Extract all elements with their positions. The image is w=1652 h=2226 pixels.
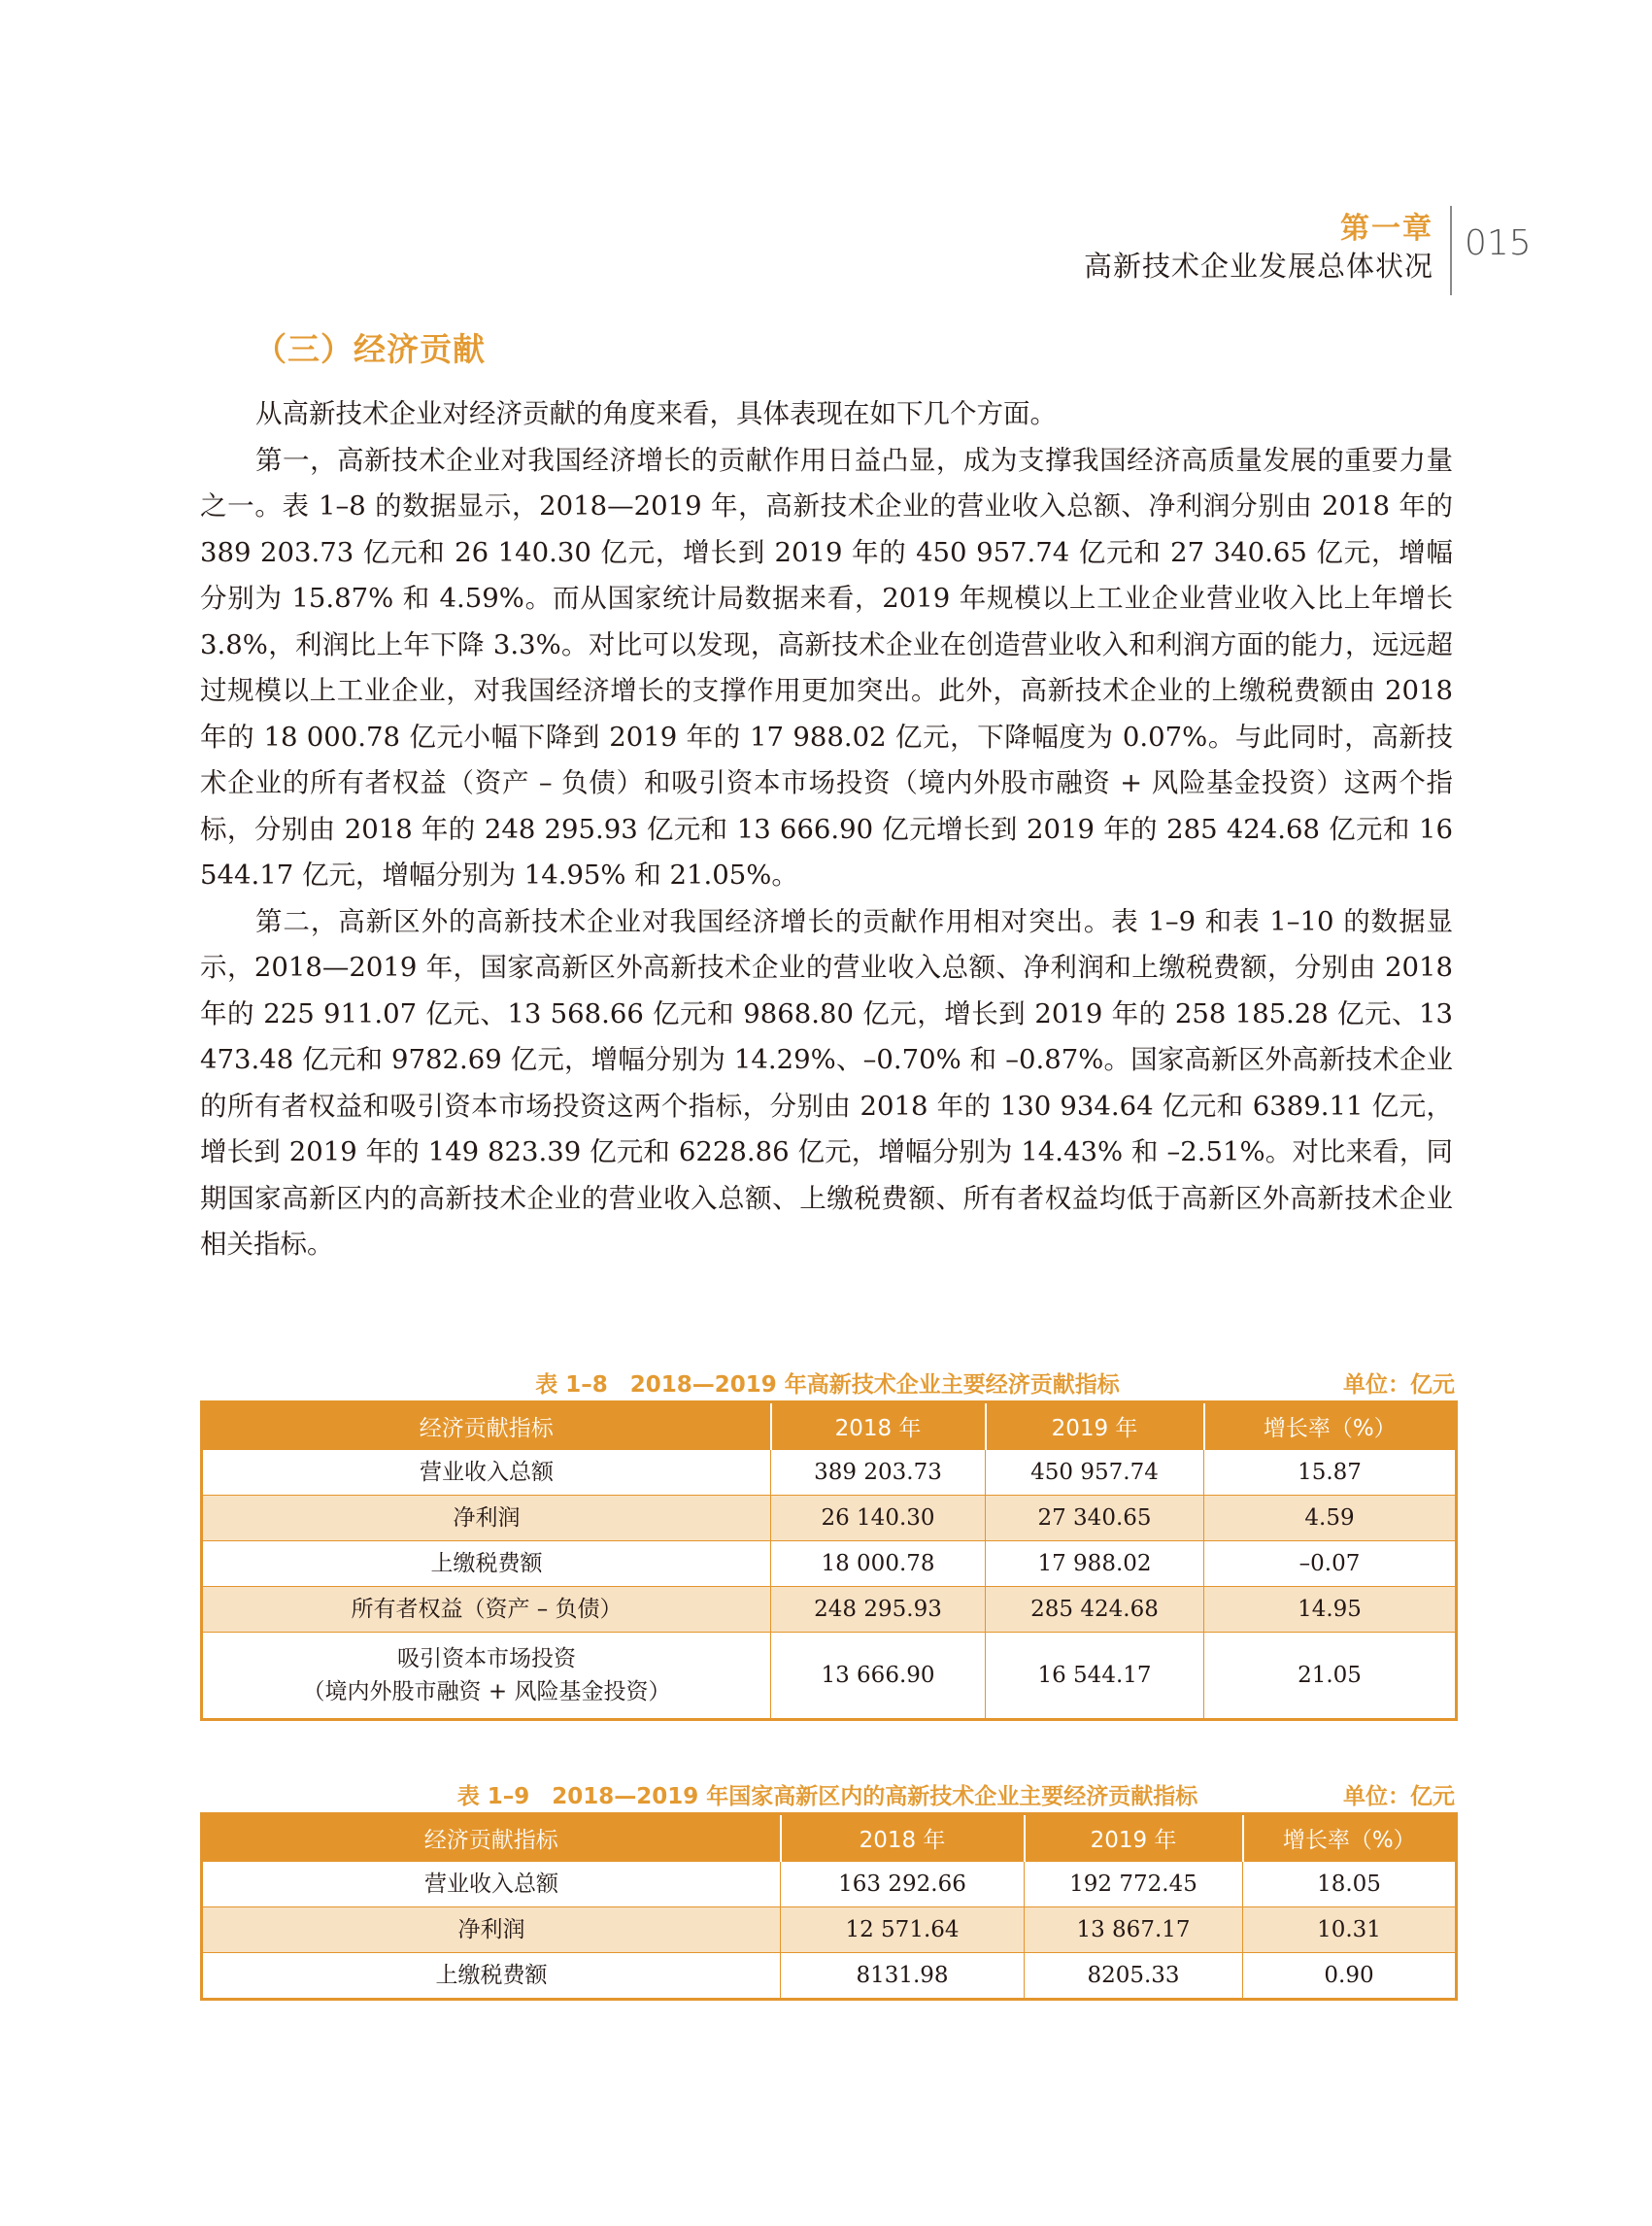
table-cell-indicator: 上缴税费额 [202,1541,771,1587]
table-cell: 26 140.30 [771,1496,986,1541]
page-header [0,202,1652,299]
chapter-label: 第一章 [1340,212,1433,246]
table-cell: 18 000.78 [771,1541,986,1587]
table1-caption: 表 1–8 2018—2019 年高新技术企业主要经济贡献指标 [535,1372,1120,1398]
table-cell-indicator: 所有者权益（资产 – 负债） [202,1587,771,1633]
table-cell: 10.31 [1243,1907,1457,1953]
table-cell: 13 666.90 [771,1633,986,1720]
table1-unit: 单位：亿元 [1343,1372,1455,1398]
table-row [202,1907,1457,1953]
table-row [202,1633,1457,1720]
table2 [200,1812,1458,2001]
table2-caption-row [200,1778,1455,1811]
table-cell: 27 340.65 [986,1496,1204,1541]
table-row [202,1587,1457,1633]
table-row [202,1953,1457,2000]
table-cell-indicator: 营业收入总额 [202,1450,771,1496]
table-cell: 389 203.73 [771,1450,986,1496]
table-cell: 13 867.17 [1025,1907,1243,1953]
table-cell: 192 772.45 [1025,1862,1243,1907]
table-cell: 21.05 [1204,1633,1457,1720]
table-row [202,1541,1457,1587]
table-row [202,1862,1457,1907]
table2-header-row [202,1814,1457,1862]
paragraph-intro: 从高新技术企业对经济贡献的角度来看，具体表现在如下几个方面。 [255,398,1057,429]
table-cell: 248 295.93 [771,1587,986,1633]
table1-header-2018: 2018 年 [771,1402,986,1450]
table-cell: 16 544.17 [986,1633,1204,1720]
table-cell: 14.95 [1204,1587,1457,1633]
table2-caption: 表 1–9 2018—2019 年国家高新区内的高新技术企业主要经济贡献指标 [456,1784,1198,1809]
table-cell: 450 957.74 [986,1450,1204,1496]
table1-header-2019: 2019 年 [986,1402,1204,1450]
table2-header-growth: 增长率（%） [1243,1814,1457,1862]
table2-header-2018: 2018 年 [781,1814,1025,1862]
table-cell: 18.05 [1243,1862,1457,1907]
table2-unit: 单位：亿元 [1343,1784,1455,1809]
table-cell-indicator: 上缴税费额 [202,1953,781,2000]
table2-header-indicator: 经济贡献指标 [202,1814,781,1862]
table2-header-2019: 2019 年 [1025,1814,1243,1862]
table-cell: 8131.98 [781,1953,1025,2000]
header-divider [1450,206,1452,295]
page-number: 015 [1465,223,1532,263]
table-cell: 12 571.64 [781,1907,1025,1953]
table-cell: 163 292.66 [781,1862,1025,1907]
table-cell-indicator: 净利润 [202,1907,781,1953]
paragraph-first: 第一，高新技术企业对我国经济增长的贡献作用日益凸显，成为支撑我国经济高质量发展的重要力量之一。表 1–8 的数据显示，2018—2019 年，高新技术企业的营业收入总额、净利润分别由 2018 年的 389 203.73 亿元和 26 140.30 亿元，增长到 2019 年的 450 957.74 亿元和 27 340.65 亿元，增幅分别为 15.87% 和 4.59%。而从国家统计局数据来看，2019 年规模以上工业企业营业收入比上年增长 3.8%，利润比上年下降 3.3%。对比可以发现，高新技术企业在创造营业收入和利润方面的能力，远远超过规模以上工业企业，对我国经济增长的支撑作用更加突出。此外，高新技术企业的上缴税费额由 2018 年的 18 000.78 亿元小幅下降到 2019 年的 17 988.02 亿元，下降幅度为 0.07%。与此同时，高新技术企业的所有者权益（资产 – 负债）和吸引资本市场投资（境内外股市融资 + 风险基金投资）这两个指标，分别由 2018 年的 248 295.93 亿元和 13 666.90 亿元增长到 2019 年的 285 424.68 亿元和 16 544.17 亿元，增幅分别为 14.95% 和 21.05%。 [200,444,1453,891]
table-cell-indicator: 净利润 [202,1496,771,1541]
table-row [202,1450,1457,1496]
paragraph-second: 第二，高新区外的高新技术企业对我国经济增长的贡献作用相对突出。表 1–9 和表 1–10 的数据显示，2018—2019 年，国家高新区外高新技术企业的营业收入总额、净利润和上缴税费额，分别由 2018 年的 225 911.07 亿元、13 568.66 亿元和 9868.80 亿元，增长到 2019 年的 258 185.28 亿元、13 473.48 亿元和 9782.69 亿元，增幅分别为 14.29%、–0.70% 和 –0.87%。国家高新区外高新技术企业的所有者权益和吸引资本市场投资这两个指标，分别由 2018 年的 130 934.64 亿元和 6389.11 亿元，增长到 2019 年的 149 823.39 亿元和 6228.86 亿元，增幅分别为 14.43% 和 –2.51%。对比来看，同期国家高新区内的高新技术企业的营业收入总额、上缴税费额、所有者权益均低于高新区外高新技术企业相关指标。 [200,905,1453,1260]
table-cell: 0.90 [1243,1953,1457,2000]
body-text [200,391,1453,1268]
table-row [202,1496,1457,1541]
table-cell-indicator: 吸引资本市场投资 （境内外股市融资 + 风险基金投资） [202,1633,771,1720]
table-cell: –0.07 [1204,1541,1457,1587]
section-heading: （三）经济贡献 [254,330,486,368]
table1-header-indicator: 经济贡献指标 [202,1402,771,1450]
table-cell: 285 424.68 [986,1587,1204,1633]
table1-header-growth: 增长率（%） [1204,1402,1457,1450]
table-cell: 17 988.02 [986,1541,1204,1587]
chapter-title: 高新技术企业发展总体状况 [1083,250,1433,283]
table1 [200,1400,1458,1721]
table-cell: 15.87 [1204,1450,1457,1496]
table1-header-row [202,1402,1457,1450]
table-cell: 4.59 [1204,1496,1457,1541]
table-cell: 8205.33 [1025,1953,1243,2000]
table-cell-indicator: 营业收入总额 [202,1862,781,1907]
table1-caption-row [200,1366,1455,1400]
